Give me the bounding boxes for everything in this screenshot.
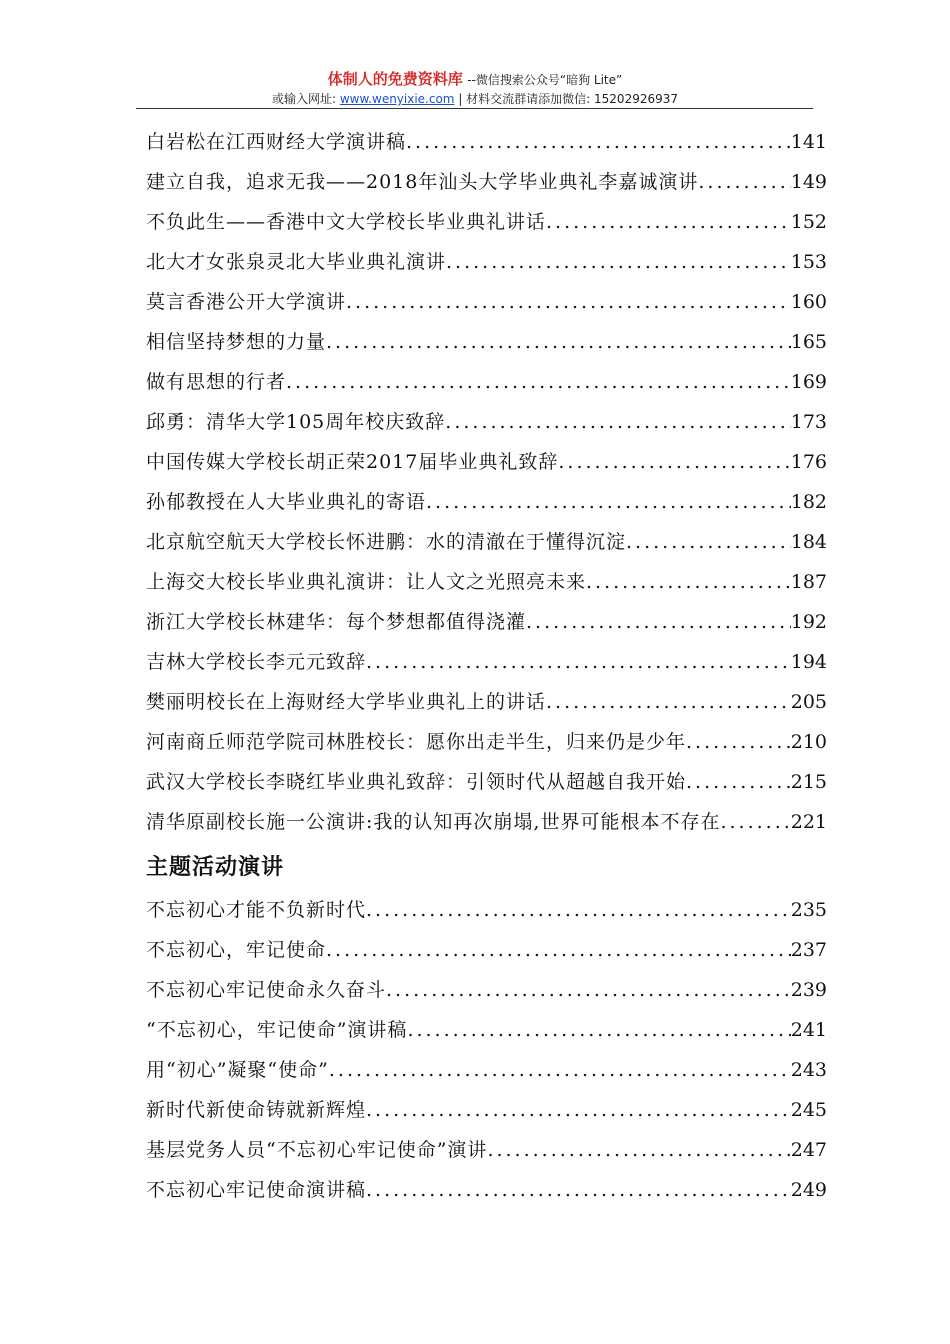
toc-entry-page: 173 bbox=[790, 411, 827, 433]
toc-entry-title: 北京航空航天大学校长怀进鹏：水的清澈在于懂得沉淀 bbox=[146, 531, 627, 553]
toc-entry-page: 249 bbox=[790, 1179, 827, 1201]
toc-entry-title: 做有思想的行者 bbox=[146, 371, 287, 393]
toc-entry-page: 182 bbox=[790, 491, 827, 513]
toc-entry-page: 152 bbox=[790, 211, 827, 233]
toc-entry-page: 176 bbox=[790, 451, 827, 473]
toc-leader-dots bbox=[326, 322, 791, 362]
toc-entry[interactable] bbox=[146, 362, 827, 402]
toc-list-speeches bbox=[146, 122, 827, 842]
toc-entry-page: 160 bbox=[790, 291, 827, 313]
toc-entry-title: 不忘初心才能不负新时代 bbox=[146, 899, 367, 921]
toc-entry[interactable] bbox=[146, 282, 827, 322]
toc-leader-dots bbox=[626, 522, 791, 562]
brand-title: 体制人的免费资料库 bbox=[327, 70, 463, 88]
toc-entry[interactable] bbox=[146, 1130, 827, 1170]
toc-entry-page: 239 bbox=[790, 979, 827, 1001]
toc-entry[interactable] bbox=[146, 682, 827, 722]
toc-entry-title: 吉林大学校长李元元致辞 bbox=[146, 651, 367, 673]
toc-entry[interactable] bbox=[146, 890, 827, 930]
toc-entry-title: 莫言香港公开大学演讲 bbox=[146, 291, 347, 313]
website-link[interactable]: www.wenyixie.com bbox=[339, 92, 455, 106]
toc-entry-title: 新时代新使命铸就新辉煌 bbox=[146, 1099, 367, 1121]
header-divider bbox=[136, 108, 813, 109]
toc-entry-page: 165 bbox=[790, 331, 827, 353]
toc-entry-page: 192 bbox=[790, 611, 827, 633]
toc-leader-dots bbox=[546, 682, 791, 722]
toc-leader-dots bbox=[686, 762, 791, 802]
toc-leader-dots bbox=[720, 802, 790, 842]
toc-leader-dots bbox=[326, 930, 791, 970]
toc-entry-page: 210 bbox=[790, 731, 827, 753]
toc-leader-dots bbox=[546, 202, 791, 242]
toc-entry-page: 194 bbox=[790, 651, 827, 673]
toc-entry[interactable] bbox=[146, 162, 827, 202]
toc-entry[interactable] bbox=[146, 930, 827, 970]
toc-entry-page: 215 bbox=[790, 771, 827, 793]
toc-entry-page: 245 bbox=[790, 1099, 827, 1121]
toc-leader-dots bbox=[366, 890, 791, 930]
toc-entry-page: 141 bbox=[790, 131, 827, 153]
toc-entry-title: 孙郁教授在人大毕业典礼的寄语 bbox=[146, 491, 427, 513]
toc-entry-title: 相信坚持梦想的力量 bbox=[146, 331, 327, 353]
toc-entry-title: 樊丽明校长在上海财经大学毕业典礼上的讲话 bbox=[146, 691, 547, 713]
toc-leader-dots bbox=[366, 642, 791, 682]
toc-leader-dots bbox=[366, 1090, 791, 1130]
toc-leader-dots bbox=[286, 362, 791, 402]
toc-entry[interactable] bbox=[146, 642, 827, 682]
toc-entry-title: 用“初心”凝聚“使命” bbox=[146, 1059, 329, 1081]
toc-entry-page: 235 bbox=[790, 899, 827, 921]
toc-entry[interactable] bbox=[146, 970, 827, 1010]
toc-entry[interactable] bbox=[146, 242, 827, 282]
toc-entry-title: 不忘初心，牢记使命 bbox=[146, 939, 327, 961]
toc-entry[interactable] bbox=[146, 202, 827, 242]
toc-entry-title: 武汉大学校长李晓红毕业典礼致辞：引领时代从超越自我开始 bbox=[146, 771, 687, 793]
toc-entry-page: 221 bbox=[790, 811, 827, 833]
toc-entry-title: 不忘初心牢记使命永久奋斗 bbox=[146, 979, 387, 1001]
toc-entry-page: 247 bbox=[790, 1139, 827, 1161]
toc-leader-dots bbox=[686, 722, 791, 762]
toc-entry[interactable] bbox=[146, 402, 827, 442]
toc-entry[interactable] bbox=[146, 1170, 827, 1210]
toc-entry[interactable] bbox=[146, 442, 827, 482]
toc-entry[interactable] bbox=[146, 562, 827, 602]
toc-leader-dots bbox=[445, 402, 790, 442]
toc-entry-title: 基层党务人员“不忘初心牢记使命”演讲 bbox=[146, 1139, 488, 1161]
toc-leader-dots bbox=[406, 122, 791, 162]
toc-leader-dots bbox=[558, 442, 790, 482]
toc-leader-dots bbox=[366, 1170, 791, 1210]
header-line-2 bbox=[0, 91, 950, 107]
toc-leader-dots bbox=[426, 482, 791, 522]
toc-entry[interactable] bbox=[146, 1090, 827, 1130]
toc-entry-page: 153 bbox=[790, 251, 827, 273]
toc-leader-dots bbox=[698, 162, 790, 202]
toc-entry-page: 237 bbox=[790, 939, 827, 961]
toc-entry[interactable] bbox=[146, 602, 827, 642]
toc-entry-page: 187 bbox=[790, 571, 827, 593]
toc-entry-title: 白岩松在江西财经大学演讲稿 bbox=[146, 131, 407, 153]
toc-leader-dots bbox=[586, 562, 791, 602]
toc-leader-dots bbox=[526, 602, 791, 642]
toc-entry[interactable] bbox=[146, 802, 827, 842]
toc-entry-title: “不忘初心，牢记使命”演讲稿 bbox=[146, 1019, 408, 1041]
toc-entry[interactable] bbox=[146, 762, 827, 802]
header-slogan: --微信搜索公众号“暗狗 Lite” bbox=[467, 73, 623, 87]
toc-entry[interactable] bbox=[146, 122, 827, 162]
toc-entry[interactable] bbox=[146, 1050, 827, 1090]
toc-entry-title: 上海交大校长毕业典礼演讲：让人文之光照亮未来 bbox=[146, 571, 587, 593]
toc-entry[interactable] bbox=[146, 482, 827, 522]
toc-entry-page: 149 bbox=[790, 171, 827, 193]
toc-leader-dots bbox=[386, 970, 791, 1010]
toc-leader-dots bbox=[407, 1010, 790, 1050]
header-line-1 bbox=[0, 70, 950, 89]
toc-entry-page: 205 bbox=[790, 691, 827, 713]
toc-entry[interactable] bbox=[146, 1010, 827, 1050]
contact-info: | 材料交流群请添加微信: 15202926937 bbox=[454, 92, 679, 106]
toc-entry-page: 169 bbox=[790, 371, 827, 393]
toc-leader-dots bbox=[329, 1050, 791, 1090]
toc-entry[interactable] bbox=[146, 522, 827, 562]
toc-leader-dots bbox=[346, 282, 791, 322]
toc-entry-page: 241 bbox=[790, 1019, 827, 1041]
toc-entry-title: 浙江大学校长林建华：每个梦想都值得浇灌 bbox=[146, 611, 527, 633]
section-heading: 主题活动演讲 bbox=[146, 855, 285, 880]
toc-entry-title: 河南商丘师范学院司林胜校长：愿你出走半生，归来仍是少年 bbox=[146, 731, 687, 753]
toc-list-theme-activities bbox=[146, 890, 827, 1210]
url-prefix: 或输入网址: bbox=[271, 92, 340, 106]
toc-entry[interactable] bbox=[146, 722, 827, 762]
toc-entry[interactable] bbox=[146, 322, 827, 362]
page-header bbox=[0, 70, 950, 107]
toc-entry-title: 中国传媒大学校长胡正荣2017届毕业典礼致辞 bbox=[146, 451, 559, 473]
toc-entry-title: 北大才女张泉灵北大毕业典礼演讲 bbox=[146, 251, 447, 273]
toc-entry-title: 不忘初心牢记使命演讲稿 bbox=[146, 1179, 367, 1201]
toc-leader-dots bbox=[446, 242, 791, 282]
toc-entry-title: 建立自我，追求无我——2018年汕头大学毕业典礼李嘉诚演讲 bbox=[146, 171, 699, 193]
toc-entry-title: 清华原副校长施一公演讲:我的认知再次崩塌,世界可能根本不存在 bbox=[146, 811, 721, 833]
toc-leader-dots bbox=[487, 1130, 790, 1170]
toc-entry-title: 不负此生——香港中文大学校长毕业典礼讲话 bbox=[146, 211, 547, 233]
toc-entry-title: 邱勇：清华大学105周年校庆致辞 bbox=[146, 411, 446, 433]
toc-entry-page: 243 bbox=[790, 1059, 827, 1081]
toc-entry-page: 184 bbox=[790, 531, 827, 553]
